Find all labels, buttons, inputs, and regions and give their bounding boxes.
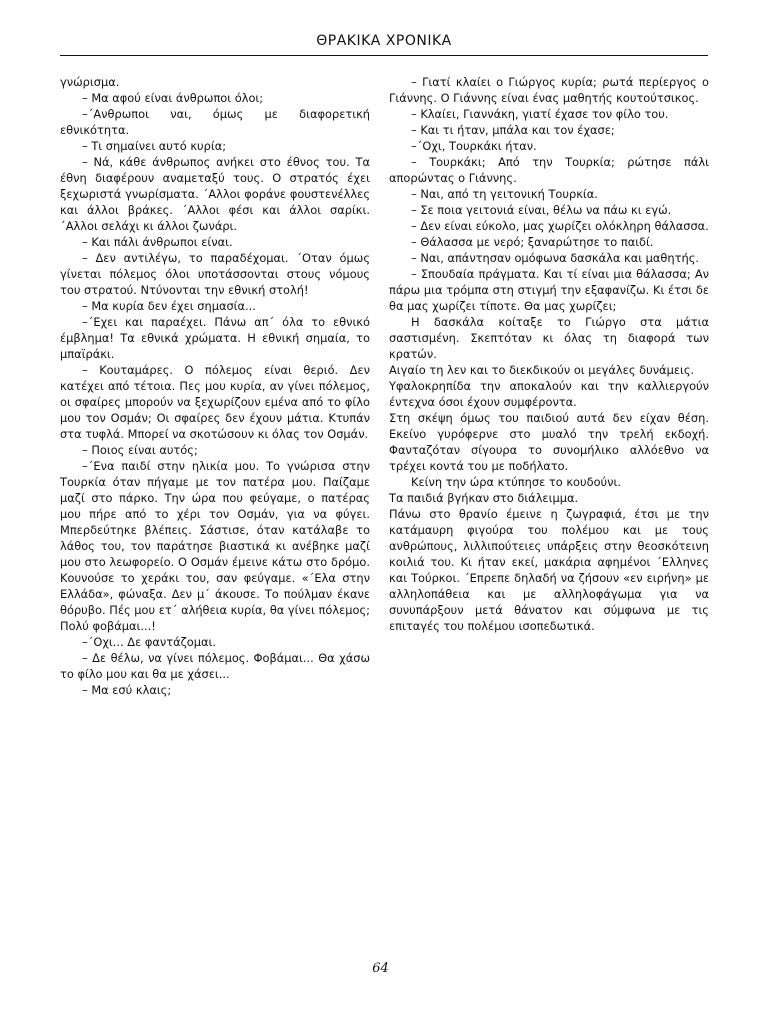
paragraph: – Και τι ήταν, μπάλα και τον έχασε; bbox=[411, 123, 615, 137]
paragraph: – Σπουδαία πράγματα. Και τί είναι μια θάλασσα; Αν πάρω μια τρόμπα στη στιγμή την εξαφανίζω. Κι έτσι δε θα μας χωρίζει τίποτε. Θα μας χωρίζει; bbox=[389, 267, 709, 313]
paragraph: – Μα αφού είναι άνθρωποι όλοι; bbox=[82, 91, 264, 105]
paragraph: Στη σκέψη όμως του παιδιού αυτά δεν είχαν θέση. Εκείνο γυρόφερνε στο μυαλό την τρελή εκδοχή. Φανταζόταν σίγουρα το συνομήλικο αλλόεθνο να τρέχει κοντά του με ποδήλατο. bbox=[389, 411, 709, 473]
paragraph: –΄Ανθρωποι ναι, όμως με διαφορετική εθνικότητα. bbox=[60, 107, 370, 137]
paragraph: – Τι σημαίνει αυτό κυρία; bbox=[82, 139, 227, 153]
paragraph: Τα παιδιά βγήκαν στο διάλειμμα. bbox=[389, 491, 579, 505]
paragraph: –΄Εχει και παραέχει. Πάνω απ΄ όλα το εθνικό έμβλημα! Τα εθνικά χρώματα. Η εθνική σημαία, το μπαϊράκι. bbox=[60, 315, 370, 361]
paragraph: – Κλαίει, Γιαννάκη, γιατί έχασε τον φίλο του. bbox=[411, 107, 669, 121]
paragraph: – Κουταμάρες. Ο πόλεμος είναι θεριό. Δεν κατέχει από τέτοια. Πες μου κυρία, αν γίνει πόλεμος, οι σφαίρες μπορούν να ξεχωρίζουν εμένα από το φίλο μου τον Οσμάν; Οι σφαίρες δεν έχουν μάτια. Κτυπάν στα τυφλά. Μπορεί να σκοτώσουν κι όλας τον Οσμάν. bbox=[60, 363, 370, 441]
header-rule bbox=[60, 55, 708, 56]
page-number: 64 bbox=[372, 961, 389, 976]
paragraph: – Τουρκάκι; Από την Τουρκία; ρώτησε πάλι απορώντας ο Γιάννης. bbox=[389, 155, 709, 185]
paragraph: Πάνω στο θρανίο έμεινε η ζωγραφιά, έτσι με την κατάμαυρη φιγούρα του πολέμου και με τους ανθρώπους, λιλλιπούτειες υπάρξεις στην θεοσκότεινη κοιλιά του. Κι ήταν εκεί, μακάρια αφημένοι ΄Ελληνες και Τούρκοι. ΄Επρεπε δηλαδή να ζήσουν «εν ειρήνη» με αλληλοπάθεια και με αλληλοφάγωμα για να συνυπάρξουν μετά θάνατον και σύμφωνα με τις επιταγές του πολέμου ισοπεδωτικά. bbox=[389, 507, 709, 633]
paragraph: – Σε ποια γειτονιά είναι, θέλω να πάω κι εγώ. bbox=[411, 203, 672, 217]
paragraph: –΄Οχι, Τουρκάκι ήταν. bbox=[411, 139, 537, 153]
paragraph: – Μα κυρία δεν έχει σημασία... bbox=[82, 299, 256, 313]
paragraph: – Ναι, από τη γειτονική Τουρκία. bbox=[411, 187, 598, 201]
running-header-title: ΘΡΑΚΙΚΑ ΧΡΟΝΙΚΑ bbox=[316, 33, 452, 49]
paragraph: –΄Οχι... Δε φαντάζομαι. bbox=[82, 635, 216, 649]
paragraph: Αιγαίο τη λεν και το διεκδικούν οι μεγάλες δυνάμεις. bbox=[389, 363, 695, 377]
right-text-column bbox=[389, 74, 709, 634]
paragraph: – Νά, κάθε άνθρωπος ανήκει στο έθνος του. Τα έθνη διαφέρουν αναμεταξύ τους. Ο στρατός έχει ξεχωριστά γνωρίσματα. ΄Αλλοι φοράνε φουστενέλλες και άλλοι βράκες. ΄Αλλοι φέσι και άλλοι σαρίκι. ΄Αλλοι σελάχι κι άλλοι ζωνάρι. bbox=[60, 155, 370, 233]
paragraph: – Και πάλι άνθρωποι είναι. bbox=[82, 235, 233, 249]
paragraph: Υφαλοκρηπίδα την αποκαλούν και την καλλιεργούν έντεχνα όσοι έχουν συμφέροντα. bbox=[389, 379, 709, 409]
paragraph: – Ποιος είναι αυτός; bbox=[82, 443, 198, 457]
paragraph: – Δεν αντιλέγω, το παραδέχομαι. ΄Οταν όμως γίνεται πόλεμος όλοι υποτάσσονται στους νόμους του στρατού. Ντύνονται την εθνική στολή! bbox=[60, 251, 370, 297]
left-text-column bbox=[60, 74, 370, 698]
paragraph: – Γιατί κλαίει ο Γιώργος κυρία; ρωτά περίεργος ο Γιάννης. Ο Γιάννης είναι ένας μαθητής κουτούτσικος. bbox=[389, 75, 709, 105]
paragraph: –΄Ενα παιδί στην ηλικία μου. Το γνώρισα στην Τουρκία όταν πήγαμε με τον πατέρα μου. Παίζαμε μαζί στο πάρκο. Την ώρα που φεύγαμε, ο πατέρας μου πήρε από το χέρι τον Οσμάν, για να φύγει. Μπερδεύτηκε βλέπεις. Σάστισε, όταν κατάλαβε το λάθος του, τον παράτησε βιαστικά κι ανέβηκε μαζί μου στο λεωφορείο. Ο Οσμάν έμεινε κάτω στο δρόμο. Κουνούσε το χεράκι του, σαν φεύγαμε. «΄Ελα στην Ελλάδα», φώναξα. Δεν μ΄ άκουσε. Το πούλμαν έκανε θόρυβο. Πές μου ετ΄ αλήθεια κυρία, θα γίνει πόλεμος; Πολύ φοβάμαι...! bbox=[60, 459, 370, 633]
paragraph: – Δεν είναι εύκολο, μας χωρίζει ολόκληρη θάλασσα. bbox=[411, 219, 709, 233]
paragraph: – Μα εσύ κλαις; bbox=[82, 683, 172, 697]
paragraph: Κείνη την ώρα κτύπησε το κουδούνι. bbox=[411, 475, 621, 489]
paragraph: – Ναι, απάντησαν ομόφωνα δασκάλα και μαθητής. bbox=[411, 251, 700, 265]
paragraph: – Δε θέλω, να γίνει πόλεμος. Φοβάμαι... Θα χάσω το φίλο μου και θα με χάσει... bbox=[60, 651, 370, 681]
paragraph: Η δασκάλα κοίταξε το Γιώργο στα μάτια σαστισμένη. Σκεπτόταν κι όλας τη διαφορά των κρατών. bbox=[389, 315, 709, 361]
paragraph: – Θάλασσα με νερό; ξαναρώτησε το παιδί. bbox=[411, 235, 654, 249]
paragraph: γνώρισμα. bbox=[60, 75, 120, 89]
